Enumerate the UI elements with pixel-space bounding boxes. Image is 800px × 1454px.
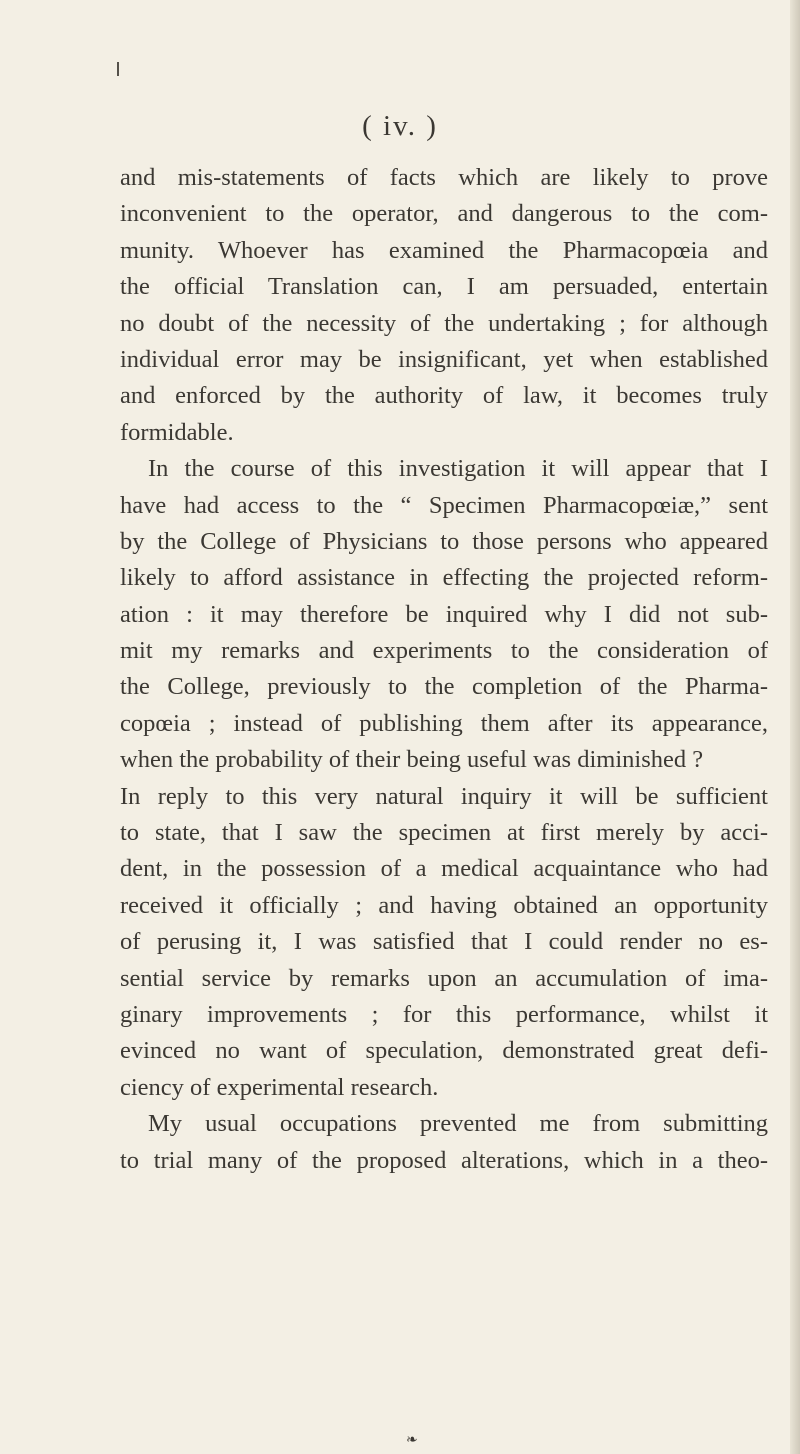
- text-line: In reply to this very natural inquiry it will be sufficient: [120, 782, 768, 810]
- text-line: ation : it may therefore be inquired why I did not sub-: [120, 600, 768, 628]
- text-line: received it officially ; and having obtained an opportunity: [120, 891, 768, 919]
- text-line: ginary improvements ; for this performance, whilst it: [120, 1000, 768, 1028]
- page-number: ( iv. ): [362, 110, 438, 142]
- text-line: by the College of Physicians to those persons who appeared: [120, 527, 768, 555]
- text-line: formidable.: [120, 418, 234, 446]
- text-line: ciency of experimental research.: [120, 1073, 439, 1101]
- text-line: no doubt of the necessity of the undertaking ; for although: [120, 309, 768, 337]
- text-line: inconvenient to the operator, and dangerous to the com-: [120, 200, 768, 228]
- text-line: and enforced by the authority of law, it becomes truly: [120, 382, 768, 410]
- text-line: mit my remarks and experiments to the consideration of: [120, 637, 768, 665]
- text-line: the official Translation can, I am persuaded, entertain: [120, 273, 768, 301]
- text-line: likely to afford assistance in effecting the projected reform-: [120, 564, 768, 592]
- text-line: In the course of this investigation it will appear that I: [148, 455, 768, 483]
- text-line: My usual occupations prevented me from submitting: [148, 1110, 768, 1138]
- text-line: the College, previously to the completion of the Pharma-: [120, 673, 768, 701]
- text-line: of perusing it, I was satisfied that I could render no es-: [120, 928, 768, 956]
- body-text: [120, 160, 768, 1179]
- text-line: copœia ; instead of publishing them after its appearance,: [120, 709, 768, 737]
- page-edge: [790, 0, 800, 1454]
- text-line: to state, that I saw the specimen at first merely by acci-: [120, 819, 768, 847]
- text-line: evinced no want of speculation, demonstrated great defi-: [120, 1037, 768, 1065]
- ornament-icon: ❧: [406, 1433, 418, 1448]
- text-line: have had access to the “ Specimen Pharmacopœiæ,” sent: [120, 491, 768, 519]
- text-line: and mis-statements of facts which are likely to prove: [120, 164, 768, 191]
- text-line: to trial many of the proposed alterations, which in a theo-: [120, 1146, 768, 1174]
- text-line: munity. Whoever has examined the Pharmacopœia and: [120, 236, 768, 264]
- print-mark: [117, 62, 119, 76]
- text-line: when the probability of their being useful was diminished ?: [120, 746, 704, 774]
- text-line: dent, in the possession of a medical acquaintance who had: [120, 855, 768, 883]
- text-line: sential service by remarks upon an accumulation of ima-: [120, 964, 768, 992]
- text-line: individual error may be insignificant, yet when established: [120, 345, 768, 373]
